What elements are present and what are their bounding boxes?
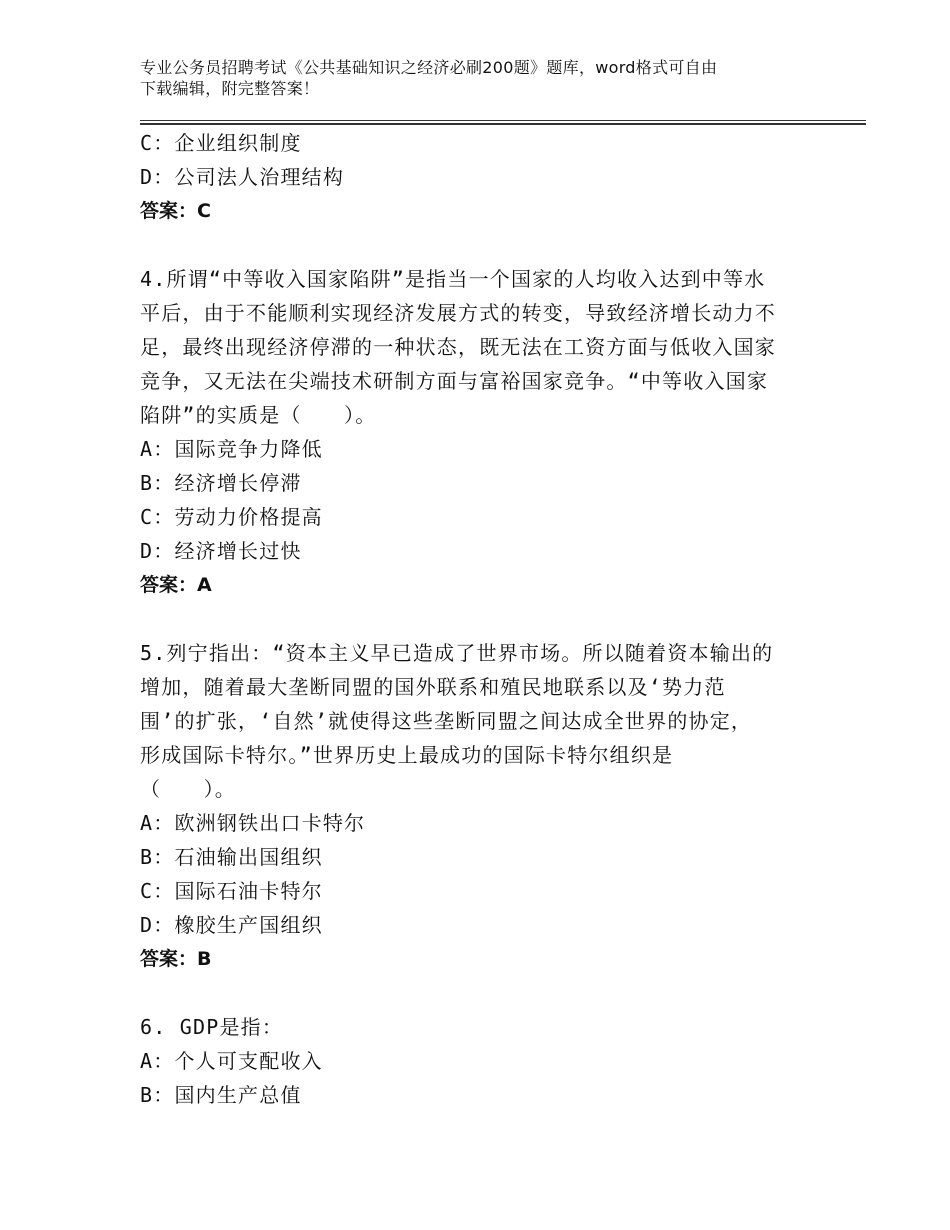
question-6 (140, 1010, 800, 1112)
question-stem-line: 5.列宁指出：“资本主义早已造成了世界市场。所以随着资本输出的 (140, 641, 774, 665)
option-a: A：国际竞争力降低 (140, 437, 323, 461)
question-stem-line: 竞争，又无法在尖端技术研制方面与富裕国家竞争。“中等收入国家 (140, 369, 769, 393)
question-5 (140, 636, 800, 976)
header-rule-thin (140, 120, 866, 121)
answer-line: 答案：A (140, 574, 212, 596)
answer-line: 答案：C (140, 200, 211, 222)
option-d: D：橡胶生产国组织 (140, 913, 323, 937)
spacer (140, 228, 800, 262)
option-c: C：劳动力价格提高 (140, 505, 323, 529)
spacer (140, 976, 800, 1010)
question-stem-line: 4.所谓“中等收入国家陷阱”是指当一个国家的人均收入达到中等水 (140, 267, 766, 291)
question-stem-line: 形成国际卡特尔。”世界历史上最成功的国际卡特尔组织是 (140, 743, 674, 767)
header-line-1: 专业公务员招聘考试《公共基础知识之经济必刷200题》题库，word格式可自由 (140, 58, 718, 77)
header-rule-thick (140, 123, 866, 125)
question-stem-line: 足，最终出现经济停滞的一种状态，既无法在工资方面与低收入国家 (140, 335, 776, 359)
question-3-tail (140, 126, 800, 228)
option-b: B：国内生产总值 (140, 1083, 302, 1107)
option-b: B：石油输出国组织 (140, 845, 323, 869)
header-line-2: 下载编辑，附完整答案！ (140, 79, 320, 98)
option-c: C：企业组织制度 (140, 131, 302, 155)
option-a: A：欧洲钢铁出口卡特尔 (140, 811, 366, 835)
spacer (140, 602, 800, 636)
question-stem-line: 平后，由于不能顺利实现经济发展方式的转变，导致经济增长动力不 (140, 301, 776, 325)
document-body (140, 126, 800, 1112)
option-a: A：个人可支配收入 (140, 1049, 323, 1073)
option-d: D：公司法人治理结构 (140, 165, 345, 189)
question-stem-line: 6. GDP是指： (140, 1015, 284, 1039)
question-stem-line: 陷阱”的实质是（ ）。 (140, 403, 377, 427)
answer-line: 答案：B (140, 948, 212, 970)
option-d: D：经济增长过快 (140, 539, 302, 563)
option-b: B：经济增长停滞 (140, 471, 302, 495)
document-header (140, 57, 810, 99)
question-stem-line: （ ）。 (140, 777, 236, 801)
question-stem-line: 围’的扩张，‘自然’就使得这些垄断同盟之间达成全世界的协定， (140, 709, 753, 733)
question-4 (140, 262, 800, 602)
question-stem-line: 增加，随着最大垄断同盟的国外联系和殖民地联系以及‘势力范 (140, 675, 726, 699)
option-c: C：国际石油卡特尔 (140, 879, 323, 903)
